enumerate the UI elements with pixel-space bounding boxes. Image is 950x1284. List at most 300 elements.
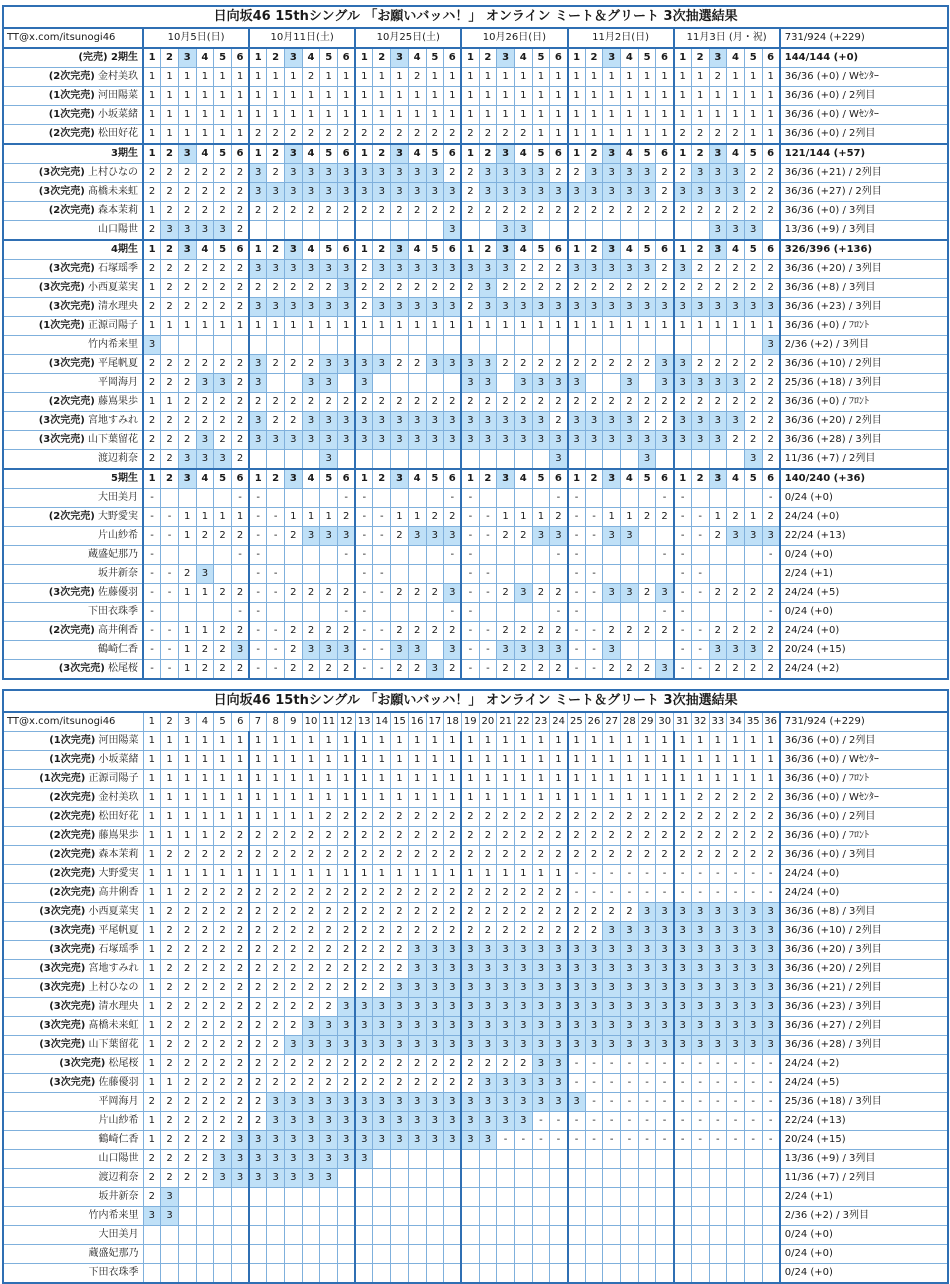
member-name-label: 河田陽菜: [98, 735, 139, 746]
slot-cell: 2: [338, 1074, 356, 1093]
sold-out-status: (2次完売): [48, 71, 95, 82]
slot-cell: 2: [161, 979, 179, 998]
slot-cell: 1: [532, 125, 550, 145]
slot-cell: [426, 1226, 444, 1245]
slot-number: 24: [550, 712, 568, 732]
slot-cell: -: [691, 1093, 709, 1112]
slot-cell: [267, 221, 285, 241]
slot-cell: [497, 1245, 515, 1264]
slot-cell: 1: [479, 68, 497, 87]
slot-cell: 3: [638, 1036, 656, 1055]
slot-cell: 3: [656, 584, 674, 603]
slot-cell: 2: [391, 584, 409, 603]
slot-cell: 1: [196, 508, 214, 527]
slot-cell: 1: [196, 751, 214, 770]
slot-cell: -: [550, 1112, 568, 1131]
slot-cell: -: [674, 584, 692, 603]
slot-cell: 1: [585, 732, 603, 751]
slot-cell: [302, 450, 320, 470]
member-summary: 20/24 (+15): [780, 1131, 949, 1150]
slot-cell: 3: [621, 941, 639, 960]
slot-cell: 1: [214, 125, 232, 145]
slot-cell: [302, 546, 320, 565]
slot-cell: [373, 1207, 391, 1226]
slot-cell: [267, 1226, 285, 1245]
slot-cell: 3: [727, 922, 745, 941]
slot-cell: 2: [762, 355, 780, 374]
member-name-label: 5期生: [111, 473, 138, 484]
slot-cell: [568, 450, 586, 470]
slot-cell: [550, 1188, 568, 1207]
slot-cell: 1: [302, 865, 320, 884]
slot-cell: 3: [355, 1017, 373, 1036]
slot-cell: [709, 1226, 727, 1245]
slot-cell: -: [355, 565, 373, 584]
member-name: [3, 317, 143, 336]
slot-cell: 3: [355, 1131, 373, 1150]
slot-cell: 2: [638, 412, 656, 431]
slot-cell: [585, 450, 603, 470]
slot-cell: 2: [302, 279, 320, 298]
slot-cell: 3: [497, 412, 515, 431]
slot-cell: 2: [196, 884, 214, 903]
slot-cell: 2: [568, 903, 586, 922]
slot-cell: 3: [426, 1017, 444, 1036]
slot-cell: 2: [550, 164, 568, 183]
slot-cell: 1: [674, 789, 692, 808]
slot-cell: 1: [391, 106, 409, 125]
slot-cell: 2: [479, 48, 497, 68]
slot-cell: 3: [585, 183, 603, 202]
member-name: [3, 603, 143, 622]
slot-cell: 1: [461, 770, 479, 789]
slot-cell: 3: [656, 903, 674, 922]
member-name: [3, 960, 143, 979]
slot-cell: -: [461, 641, 479, 660]
member-row: [3, 221, 948, 241]
slot-cell: 1: [391, 732, 409, 751]
slot-cell: 1: [302, 770, 320, 789]
slot-cell: [267, 374, 285, 393]
slot-cell: -: [709, 884, 727, 903]
member-summary: 36/36 (+23) / 3列目: [780, 998, 949, 1017]
slot-cell: 3: [408, 298, 426, 317]
slot-cell: 3: [603, 183, 621, 202]
slot-cell: 2: [674, 808, 692, 827]
slot-cell: 2: [285, 393, 303, 412]
slot-cell: 2: [320, 622, 338, 641]
slot-cell: 3: [249, 1169, 267, 1188]
slot-cell: 3: [302, 1017, 320, 1036]
slot-cell: [461, 1169, 479, 1188]
slot-cell: -: [267, 527, 285, 546]
slot-cell: 1: [178, 68, 196, 87]
slot-cell: -: [603, 884, 621, 903]
slot-cell: 3: [638, 1017, 656, 1036]
slot-cell: -: [514, 1131, 532, 1150]
slot-cell: 2: [762, 450, 780, 470]
slot-cell: 2: [444, 393, 462, 412]
member-name-label: 髙橋未来虹: [88, 1020, 139, 1031]
slot-cell: [302, 336, 320, 355]
slot-cell: 3: [568, 1017, 586, 1036]
slot-cell: [320, 221, 338, 241]
slot-cell: 1: [355, 87, 373, 106]
slot-cell: 3: [391, 1093, 409, 1112]
slot-cell: 1: [373, 751, 391, 770]
slot-cell: 5: [744, 240, 762, 260]
slot-cell: 2: [391, 355, 409, 374]
slot-cell: 1: [143, 941, 161, 960]
slot-cell: 6: [550, 469, 568, 489]
slot-cell: 3: [426, 941, 444, 960]
slot-cell: 2: [408, 584, 426, 603]
slot-cell: 2: [196, 1074, 214, 1093]
member-summary: 36/36 (+20) / 2列目: [780, 412, 949, 431]
slot-cell: 1: [497, 317, 515, 336]
slot-cell: 2: [444, 827, 462, 846]
slot-cell: 3: [249, 298, 267, 317]
slot-cell: 3: [267, 1169, 285, 1188]
slot-cell: [497, 603, 515, 622]
slot-cell: 3: [762, 903, 780, 922]
slot-cell: 2: [214, 298, 232, 317]
slot-cell: 3: [568, 298, 586, 317]
slot-cell: 1: [568, 106, 586, 125]
slot-cell: 3: [214, 1169, 232, 1188]
slot-cell: 3: [638, 998, 656, 1017]
slot-cell: 2: [497, 922, 515, 941]
slot-cell: [762, 221, 780, 241]
slot-cell: 6: [762, 48, 780, 68]
slot-cell: 3: [762, 1036, 780, 1055]
slot-cell: 2: [302, 68, 320, 87]
slot-number: 7: [249, 712, 267, 732]
member-row: [3, 884, 948, 903]
slot-cell: 1: [285, 87, 303, 106]
slot-cell: 3: [285, 183, 303, 202]
slot-cell: [621, 546, 639, 565]
slot-cell: [426, 641, 444, 660]
slot-cell: 3: [674, 960, 692, 979]
slot-cell: 2: [461, 1074, 479, 1093]
slot-cell: [656, 565, 674, 584]
member-name: [3, 355, 143, 374]
slot-cell: 1: [178, 827, 196, 846]
slot-cell: 3: [355, 412, 373, 431]
slot-cell: 1: [391, 865, 409, 884]
slot-cell: [320, 603, 338, 622]
slot-cell: -: [249, 565, 267, 584]
slot-cell: 4: [727, 144, 745, 164]
slot-cell: 3: [320, 431, 338, 450]
slot-cell: 2: [178, 979, 196, 998]
slot-cell: [408, 374, 426, 393]
slot-cell: 2: [691, 202, 709, 221]
slot-cell: -: [638, 1074, 656, 1093]
slot-cell: 3: [408, 260, 426, 279]
slot-cell: [285, 1226, 303, 1245]
slot-cell: 1: [338, 106, 356, 125]
slot-cell: 2: [231, 941, 249, 960]
slot-cell: -: [143, 527, 161, 546]
slot-cell: 5: [426, 48, 444, 68]
slot-cell: 2: [338, 622, 356, 641]
slot-cell: 2: [426, 846, 444, 865]
slot-cell: 2: [461, 903, 479, 922]
slot-cell: -: [497, 1131, 515, 1150]
slot-cell: [532, 489, 550, 508]
member-row: [3, 922, 948, 941]
slot-cell: 1: [373, 106, 391, 125]
slot-cell: 2: [231, 1093, 249, 1112]
slot-cell: 2: [249, 1055, 267, 1074]
slot-number: 32: [691, 712, 709, 732]
slot-cell: 1: [249, 789, 267, 808]
slot-cell: 2: [196, 1169, 214, 1188]
slot-number: 31: [674, 712, 692, 732]
slot-cell: 2: [320, 979, 338, 998]
slot-cell: -: [355, 641, 373, 660]
slot-cell: 1: [479, 317, 497, 336]
slot-cell: 2: [161, 846, 179, 865]
member-row: [3, 565, 948, 584]
slot-cell: 2: [585, 144, 603, 164]
slot-cell: 3: [285, 1112, 303, 1131]
slot-cell: 3: [621, 298, 639, 317]
slot-cell: [320, 1188, 338, 1207]
slot-cell: 2: [373, 393, 391, 412]
slot-cell: 1: [338, 317, 356, 336]
slot-cell: 3: [143, 336, 161, 355]
slot-cell: 2: [408, 202, 426, 221]
slot-cell: 1: [709, 87, 727, 106]
slot-cell: 3: [479, 998, 497, 1017]
slot-cell: -: [461, 603, 479, 622]
slot-cell: 2: [727, 202, 745, 221]
slot-cell: -: [585, 1131, 603, 1150]
slot-cell: -: [532, 1112, 550, 1131]
member-summary: 36/36 (+0) / ﾌﾛﾝﾄ: [780, 393, 949, 412]
slot-cell: 1: [178, 508, 196, 527]
slot-cell: 1: [762, 125, 780, 145]
slot-cell: 1: [143, 960, 161, 979]
slot-cell: 3: [603, 998, 621, 1017]
slot-cell: 2: [656, 827, 674, 846]
slot-cell: 2: [709, 202, 727, 221]
slot-cell: 2: [461, 125, 479, 145]
slot-cell: 1: [479, 87, 497, 106]
slot-cell: 3: [550, 1017, 568, 1036]
slot-cell: 1: [568, 732, 586, 751]
member-summary: 36/36 (+20) / 3列目: [780, 260, 949, 279]
slot-cell: [497, 1169, 515, 1188]
slot-cell: 2: [320, 808, 338, 827]
slot-cell: 6: [656, 469, 674, 489]
slot-cell: 2: [727, 660, 745, 680]
slot-cell: 1: [143, 202, 161, 221]
slot-cell: 3: [532, 412, 550, 431]
slot-cell: [373, 1150, 391, 1169]
slot-cell: [709, 450, 727, 470]
slot-cell: 3: [320, 260, 338, 279]
slot-cell: 1: [267, 865, 285, 884]
slot-cell: 3: [497, 431, 515, 450]
member-row: [3, 960, 948, 979]
slot-cell: 2: [338, 584, 356, 603]
slot-cell: 1: [656, 87, 674, 106]
slot-cell: [514, 1245, 532, 1264]
slot-cell: [285, 546, 303, 565]
slot-cell: 1: [621, 751, 639, 770]
slot-cell: [691, 1188, 709, 1207]
slot-cell: 1: [568, 317, 586, 336]
slot-cell: 2: [426, 808, 444, 827]
slot-cell: [514, 489, 532, 508]
slot-cell: 3: [479, 183, 497, 202]
slot-cell: 3: [479, 374, 497, 393]
slot-cell: 2: [373, 1074, 391, 1093]
slot-cell: [603, 1226, 621, 1245]
slot-cell: 2: [231, 922, 249, 941]
slot-cell: 2: [391, 279, 409, 298]
slot-cell: [709, 489, 727, 508]
slot-cell: [585, 1226, 603, 1245]
slot-cell: -: [143, 641, 161, 660]
slot-cell: 1: [231, 770, 249, 789]
slot-cell: [479, 336, 497, 355]
slot-cell: [691, 603, 709, 622]
slot-cell: 1: [143, 903, 161, 922]
slot-cell: 1: [585, 751, 603, 770]
slot-cell: 2: [373, 884, 391, 903]
slot-cell: -: [656, 489, 674, 508]
slot-cell: 2: [302, 960, 320, 979]
slot-cell: 2: [426, 202, 444, 221]
slot-cell: -: [674, 1093, 692, 1112]
slot-cell: 1: [285, 317, 303, 336]
member-summary: 140/240 (+36): [780, 469, 949, 489]
slot-cell: [461, 1245, 479, 1264]
slot-cell: 1: [231, 808, 249, 827]
slot-cell: [444, 1169, 462, 1188]
slot-cell: 3: [143, 1207, 161, 1226]
slot-cell: -: [762, 1093, 780, 1112]
slot-cell: [497, 1188, 515, 1207]
member-name: [3, 164, 143, 183]
member-name: [3, 469, 143, 489]
member-name: [3, 48, 143, 68]
slot-cell: [691, 450, 709, 470]
slot-cell: 2: [338, 827, 356, 846]
slot-cell: [426, 1169, 444, 1188]
slot-cell: 3: [461, 1036, 479, 1055]
slot-cell: 1: [355, 469, 373, 489]
slot-cell: [249, 450, 267, 470]
slot-cell: 2: [656, 183, 674, 202]
member-summary: 36/36 (+0) / ﾌﾛﾝﾄ: [780, 317, 949, 336]
slot-cell: [391, 450, 409, 470]
member-name-label: 大田美月: [98, 492, 138, 503]
slot-cell: 2: [603, 827, 621, 846]
slot-cell: 3: [320, 1169, 338, 1188]
slot-cell: 2: [391, 202, 409, 221]
slot-cell: 2: [603, 202, 621, 221]
slot-cell: 2: [196, 1036, 214, 1055]
slot-number: 19: [461, 712, 479, 732]
slot-cell: 2: [762, 789, 780, 808]
slot-cell: [550, 1264, 568, 1284]
slot-cell: 3: [373, 298, 391, 317]
slot-cell: 1: [373, 865, 391, 884]
slot-number: 25: [568, 712, 586, 732]
slot-cell: 2: [285, 903, 303, 922]
slot-cell: 3: [497, 469, 515, 489]
member-row: [3, 374, 948, 393]
slot-cell: [603, 1150, 621, 1169]
member-summary: 36/36 (+0) / Wｾﾝﾀｰ: [780, 751, 949, 770]
slot-cell: 3: [603, 960, 621, 979]
slot-cell: 2: [373, 979, 391, 998]
slot-cell: 2: [585, 903, 603, 922]
slot-cell: 2: [479, 240, 497, 260]
slot-cell: 2: [408, 1074, 426, 1093]
member-summary: 24/24 (+0): [780, 884, 949, 903]
slot-cell: 3: [656, 941, 674, 960]
slot-cell: 1: [196, 732, 214, 751]
slot-cell: 1: [638, 68, 656, 87]
slot-cell: 1: [214, 751, 232, 770]
slot-cell: 2: [355, 279, 373, 298]
member-name: [3, 1055, 143, 1074]
slot-cell: 3: [461, 374, 479, 393]
slot-cell: 2: [161, 412, 179, 431]
slot-cell: -: [691, 527, 709, 546]
date-header: 10月26日(日): [461, 28, 567, 48]
slot-cell: 2: [497, 903, 515, 922]
slot-cell: 1: [391, 317, 409, 336]
slot-cell: 1: [461, 865, 479, 884]
slot-cell: 2: [532, 846, 550, 865]
slot-cell: -: [691, 865, 709, 884]
slot-cell: 3: [568, 998, 586, 1017]
slot-cell: 1: [143, 865, 161, 884]
slot-cell: [585, 1169, 603, 1188]
slot-cell: 2: [214, 922, 232, 941]
slot-cell: 2: [196, 998, 214, 1017]
slot-cell: 2: [532, 922, 550, 941]
slot-cell: -: [338, 489, 356, 508]
slot-cell: 2: [568, 846, 586, 865]
slot-cell: 2: [249, 1112, 267, 1131]
slot-cell: 3: [426, 260, 444, 279]
member-name-label: 清水理央: [98, 1001, 139, 1012]
slot-cell: 3: [709, 1017, 727, 1036]
slot-cell: 2: [479, 469, 497, 489]
member-name: [3, 751, 143, 770]
slot-cell: 2: [426, 827, 444, 846]
slot-cell: 2: [320, 960, 338, 979]
slot-cell: 2: [249, 884, 267, 903]
slot-cell: 6: [231, 144, 249, 164]
slot-cell: 3: [638, 903, 656, 922]
slot-cell: [444, 1226, 462, 1245]
slot-cell: 3: [214, 374, 232, 393]
slot-cell: 2: [214, 412, 232, 431]
slot-cell: 1: [231, 751, 249, 770]
slot-cell: 2: [444, 1055, 462, 1074]
member-row: [3, 87, 948, 106]
